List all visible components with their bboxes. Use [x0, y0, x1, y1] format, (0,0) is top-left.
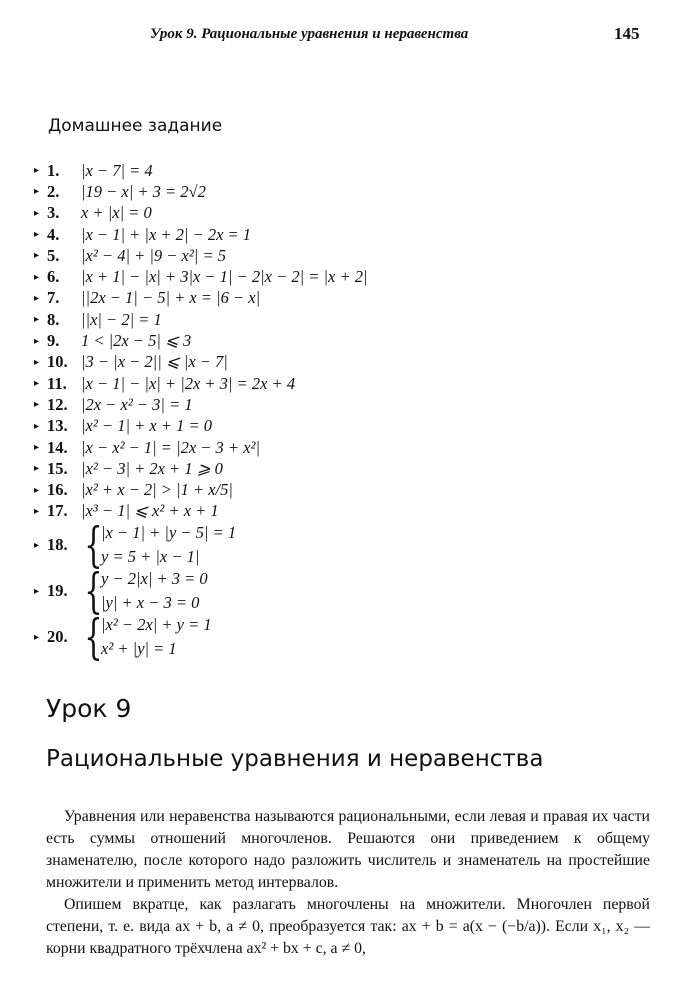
problem-number: 8. [47, 309, 60, 329]
triangle-marker-icon: ▸ [34, 585, 40, 597]
system-equations [101, 569, 208, 613]
triangle-marker-icon: ▸ [34, 378, 40, 390]
problem-list [34, 160, 654, 666]
system-line-2: |y| + x − 3 = 0 [101, 593, 200, 613]
problem-number: 13. [47, 416, 68, 436]
triangle-marker-icon: ▸ [34, 484, 40, 496]
problem-expression: |x² − 4| + |9 − x²| = 5 [81, 245, 226, 265]
problem-expression: |x² − 1| + x + 1 = 0 [81, 416, 212, 436]
problem-item [34, 309, 654, 330]
system-item [34, 563, 654, 620]
problem-number: 20. [47, 627, 68, 647]
problem-expression: |x³ − 1| ⩽ x² + x + 1 [81, 501, 219, 521]
problem-expression: |x − x² − 1| = |2x − 3 + x²| [81, 437, 261, 457]
triangle-marker-icon: ▸ [34, 539, 40, 551]
problem-expression: 1 < |2x − 5| ⩽ 3 [81, 331, 192, 351]
left-brace-icon: { [84, 563, 103, 620]
problem-number: 3. [47, 203, 60, 223]
problem-expression: |x − 7| = 4 [81, 160, 153, 180]
problem-item [34, 266, 654, 287]
problem-number: 15. [47, 458, 68, 478]
problem-item [34, 352, 654, 373]
triangle-marker-icon: ▸ [34, 292, 40, 304]
problem-expression: |x − 1| + |x + 2| − 2x = 1 [81, 224, 252, 244]
problem-expression: |x² + x − 2| > |1 + x/5| [81, 480, 233, 500]
system-equations [101, 523, 236, 567]
system-line-1: |x² − 2x| + y = 1 [101, 615, 212, 635]
triangle-marker-icon: ▸ [34, 335, 40, 347]
problem-number: 2. [47, 181, 60, 201]
problem-number: 17. [47, 501, 68, 521]
left-brace-icon: { [84, 517, 103, 574]
problem-number: 4. [47, 224, 60, 244]
problem-expression: x + |x| = 0 [81, 203, 152, 223]
problem-item [34, 181, 654, 202]
body-paragraph-1: Уравнения или неравенства называются рациональными, если левая и правая их части есть суммы отношений многочленов. Решаются они приведением к общему знаменателю, после которого надо разложить числитель и знаменатель на простейшие множители и применить метод интервалов. [46, 808, 650, 891]
problem-item [34, 416, 654, 437]
problem-expression: ||2x − 1| − 5| + x = |6 − x| [81, 288, 261, 308]
page-number: 145 [614, 24, 640, 43]
triangle-marker-icon: ▸ [34, 505, 40, 517]
triangle-marker-icon: ▸ [34, 186, 40, 198]
problem-number: 7. [47, 288, 60, 308]
body-paragraph-2: Опишем вкратце, как разлагать многочлены на множители. Многочлен первой степени, т. е. вида ax + b, a ≠ 0, преобразуется так: ax + b = a(x − (−b/a)). Если x₁, x₂ — корни квадратного трёхчлена ax² + bx + c, a ≠ 0, [46, 896, 650, 957]
problem-item [34, 437, 654, 458]
lesson-title: Рациональные уравнения и неравенства [46, 746, 544, 772]
triangle-marker-icon: ▸ [34, 271, 40, 283]
problem-expression: |2x − x² − 3| = 1 [81, 394, 193, 414]
system-item [34, 517, 654, 574]
problem-expression: ||x| − 2| = 1 [81, 309, 162, 329]
problem-item [34, 330, 654, 351]
page-header [0, 24, 680, 50]
problem-expression: |x − 1| − |x| + |2x + 3| = 2x + 4 [81, 373, 296, 393]
problem-item [34, 479, 654, 500]
problem-expression: |3 − |x − 2|| ⩽ |x − 7| [81, 352, 228, 372]
triangle-marker-icon: ▸ [34, 207, 40, 219]
problem-item [34, 224, 654, 245]
problem-item [34, 288, 654, 309]
triangle-marker-icon: ▸ [34, 356, 40, 368]
problem-item [34, 160, 654, 181]
problem-item [34, 203, 654, 224]
triangle-marker-icon: ▸ [34, 420, 40, 432]
system-line-1: y − 2|x| + 3 = 0 [101, 569, 208, 589]
triangle-marker-icon: ▸ [34, 399, 40, 411]
system-line-1: |x − 1| + |y − 5| = 1 [101, 523, 237, 543]
left-brace-icon: { [84, 609, 103, 666]
problem-number: 1. [47, 160, 60, 180]
system-item [34, 609, 654, 666]
problem-item [34, 501, 654, 522]
problem-number: 11. [47, 373, 67, 393]
problem-number: 5. [47, 245, 60, 265]
triangle-marker-icon: ▸ [34, 250, 40, 262]
lesson-label: Урок 9 [46, 694, 132, 723]
problem-number: 14. [47, 437, 68, 457]
problem-item [34, 394, 654, 415]
triangle-marker-icon: ▸ [34, 442, 40, 453]
system-equations [101, 615, 212, 659]
problem-expression: |x² − 3| + 2x + 1 ⩾ 0 [81, 458, 223, 478]
problem-number: 9. [47, 331, 60, 351]
homework-title: Домашнее задание [48, 116, 223, 136]
triangle-marker-icon: ▸ [34, 165, 40, 177]
triangle-marker-icon: ▸ [34, 314, 40, 326]
problem-number: 10. [47, 352, 68, 372]
problem-number: 16. [47, 480, 68, 500]
triangle-marker-icon: ▸ [34, 631, 40, 643]
problem-number: 18. [47, 535, 68, 555]
triangle-marker-icon: ▸ [34, 463, 40, 475]
problem-number: 12. [47, 394, 68, 414]
system-line-2: y = 5 + |x − 1| [101, 547, 200, 567]
system-line-2: x² + |y| = 1 [101, 639, 177, 659]
running-head: Урок 9. Рациональные уравнения и неравенства [150, 26, 469, 42]
problem-item [34, 373, 654, 394]
problem-number: 6. [47, 267, 60, 287]
problem-number: 19. [47, 581, 68, 601]
problem-expression: |19 − x| + 3 = 2√2 [81, 181, 206, 201]
triangle-marker-icon: ▸ [34, 229, 40, 241]
problem-item [34, 245, 654, 266]
problem-item [34, 458, 654, 479]
problem-expression: |x + 1| − |x| + 3|x − 1| − 2|x − 2| = |x + 2| [81, 267, 368, 287]
